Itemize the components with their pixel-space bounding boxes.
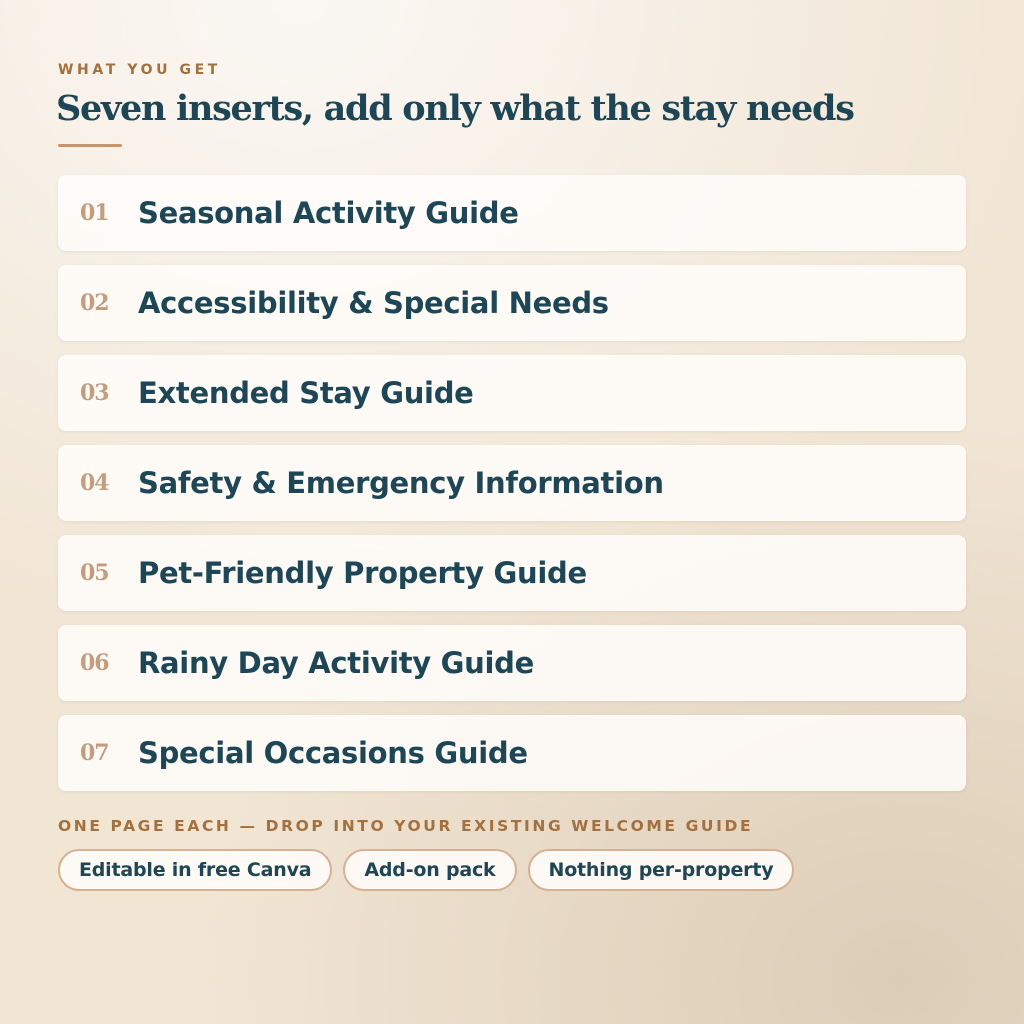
insert-number: 06 (80, 650, 109, 676)
title-underline (58, 144, 122, 147)
insert-label: Pet-Friendly Property Guide (138, 556, 587, 590)
insert-label: Extended Stay Guide (138, 376, 474, 410)
insert-label: Special Occasions Guide (138, 736, 528, 770)
pill-add-on-pack: Add-on pack (343, 849, 516, 891)
insert-item-special-occasions (58, 715, 966, 791)
eyebrow-label: WHAT YOU GET (58, 62, 221, 78)
feature-pills (58, 849, 794, 891)
insert-number: 02 (80, 290, 109, 316)
insert-label: Seasonal Activity Guide (138, 196, 519, 230)
insert-label: Safety & Emergency Information (138, 466, 664, 500)
pill-editable-canva: Editable in free Canva (58, 849, 332, 891)
insert-label: Rainy Day Activity Guide (138, 646, 534, 680)
insert-item-accessibility (58, 265, 966, 341)
pill-nothing-per-property: Nothing per-property (528, 849, 795, 891)
page-title: Seven inserts, add only what the stay needs (56, 88, 854, 129)
insert-item-seasonal-activity (58, 175, 966, 251)
insert-number: 05 (80, 560, 109, 586)
insert-number: 04 (80, 470, 109, 496)
insert-item-pet-friendly (58, 535, 966, 611)
insert-number: 03 (80, 380, 109, 406)
usage-note: ONE PAGE EACH — DROP INTO YOUR EXISTING WELCOME GUIDE (58, 817, 754, 835)
insert-label: Accessibility & Special Needs (138, 286, 609, 320)
insert-item-rainy-day (58, 625, 966, 701)
insert-item-extended-stay (58, 355, 966, 431)
insert-number: 01 (80, 200, 109, 226)
insert-list (58, 175, 966, 805)
insert-item-safety (58, 445, 966, 521)
insert-number: 07 (80, 740, 109, 766)
